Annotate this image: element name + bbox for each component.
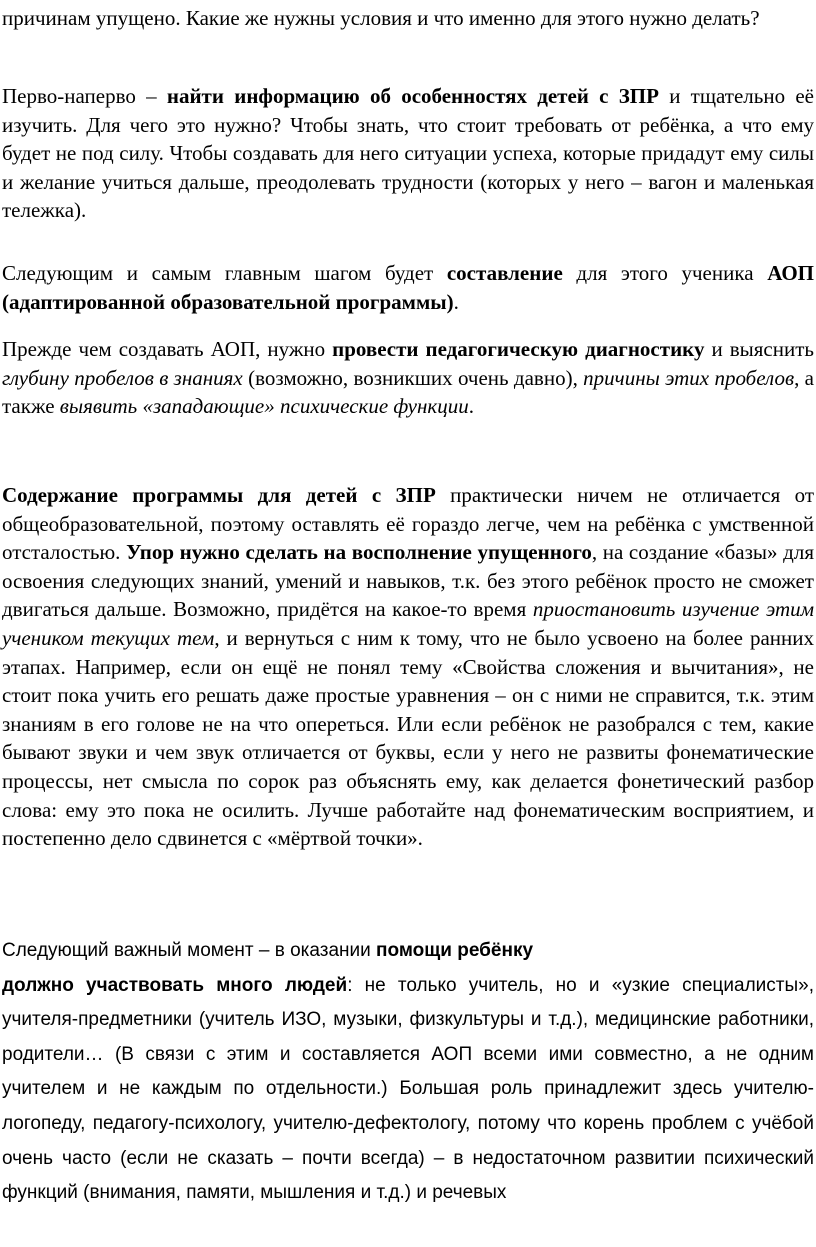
italic-phrase: причины этих пробелов [583, 365, 795, 390]
bold-phrase: провести педагогическую диагностику [332, 337, 705, 361]
text: причинам упущено. Какие же нужны условия и что именно для этого нужно делать? [2, 6, 760, 30]
paragraph-intro [2, 4, 814, 33]
text: Следующий важный момент – в оказании [2, 940, 377, 961]
text: . [453, 289, 459, 314]
text: и тщательно её изучить. Для чего это нужно? Чтобы знать, что стоит требовать от ребёнка, а что ему будет не под силу. Чтобы создавать для него ситуации успеха, которые придадут ему силы и желание учиться дальше, преодолевать трудности (которых у него – вагон и маленькая тележка). [2, 84, 814, 223]
bold-phrase: должно участвовать много людей [2, 974, 348, 996]
text: Перво-наперво – [2, 84, 167, 108]
paragraph-main-step [2, 259, 814, 316]
text: Прежде чем создавать АОП, нужно [2, 337, 333, 361]
bold-phrase: найти информацию об особенностях детей с ЗПР [166, 84, 659, 108]
text: и выяснить [704, 337, 814, 361]
paragraph-first-step [2, 82, 814, 225]
paragraph-diagnostics [2, 335, 814, 421]
bold-phrase: Содержание программы для детей с ЗПР [2, 483, 436, 507]
text: , а также [2, 365, 814, 419]
paragraph-program-content [2, 481, 814, 853]
bold-phrase: Упор нужно сделать на восполнение упущенного [126, 540, 592, 565]
text: : не только учитель, но и «узкие специалисты», учителя-предметники (учитель ИЗО, музыки, физкультуры и т.д.), медицинские работники, родители… (В связи с этим и составляется АОП всеми ими совместно, а не одним учителем и не каждым по отдельности.) Большая роль принадлежит здесь учителю-логопеду, педагогу-психологу, учителю-дефектологу, потому что корень проблем с учёбой очень часто (если не сказать – почти всегда) – в недостаточном развитии психический функций (внимания, памяти, мышления и т.д.) и речевых [2, 974, 814, 1204]
bold-phrase: помощи ребёнку [376, 940, 534, 961]
text: , и вернуться с ним к тому, что не было усвоено на более ранних этапах. Например, если он ещё не понял тему «Свойства сложения и вычитания», не стоит пока учить его решать даже простые уравнения – он с ними не справится, т.к. этим знаниям в его голове не на что опереться. Или если ребёнок не разобрался с тем, какие бывают звуки и чем звук отличается от буквы, если у него не развиты фонематические процессы, нет смысла по сорок раз объяснять ему, как делается фонетический разбор слова: ему это пока не осилить. Лучше работайте над фонематическим восприятием, и постепенно дело сдвинется с «мёртвой точки». [2, 625, 814, 851]
bold-phrase: составление [446, 261, 563, 285]
text: для этого ученика [562, 261, 768, 285]
paragraph-help [2, 934, 814, 1211]
text: , на создание «базы» для освоения следующих знаний, умений и навыков, т.к. без этого ребёнок просто не сможет двигаться дальше. Возможно, придётся на какое-то время [2, 540, 814, 622]
bold-phrase: АОП (адаптированной образовательной программы) [2, 261, 814, 314]
text: . [468, 394, 474, 419]
text: практически ничем не отличается от общеобразовательной, поэтому оставлять её гораздо легче, чем на ребёнка с умственной отсталостью. [2, 483, 814, 565]
italic-phrase: приостановить изучение этим учеником текущих тем [2, 597, 815, 650]
italic-phrase: выявить «западающие» психические функции [59, 394, 469, 419]
text: (возможно, возникших очень давно), [242, 365, 584, 390]
italic-phrase: глубину пробелов в знаниях [2, 365, 243, 390]
text: Следующим и самым главным шагом будет [2, 261, 447, 285]
